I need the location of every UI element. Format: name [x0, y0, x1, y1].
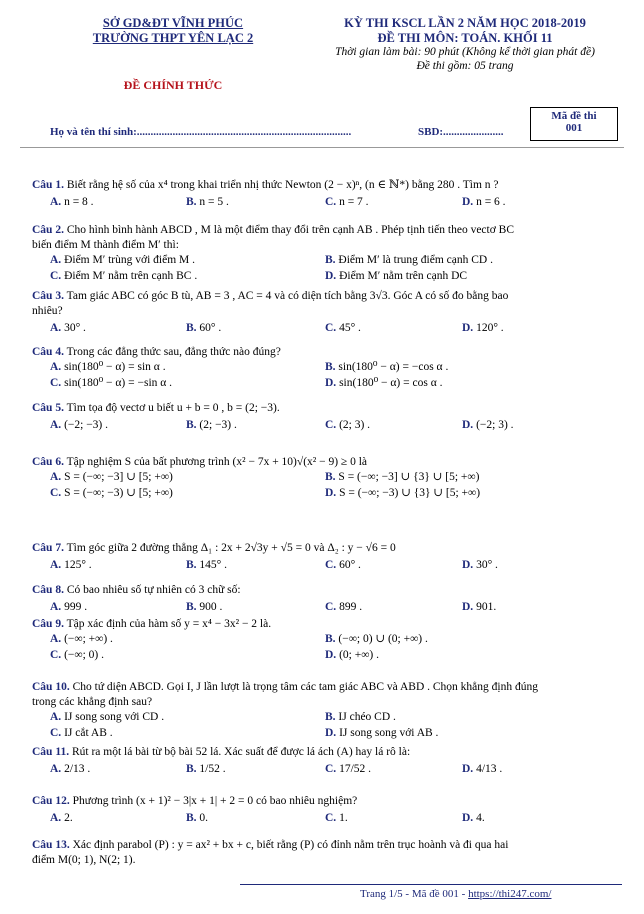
option-label: A. [50, 711, 62, 723]
option-d[interactable] [325, 376, 442, 390]
option-label: B. [325, 254, 336, 266]
question-label: Câu 8. [32, 584, 64, 596]
question-text-continued: trong các khẳng định sau? [32, 696, 153, 708]
option-b[interactable] [325, 710, 396, 724]
option-a[interactable] [50, 811, 73, 825]
option-text: 2/13 . [64, 763, 91, 775]
option-b[interactable] [186, 418, 237, 432]
option-text: 901. [476, 601, 497, 613]
option-a[interactable] [50, 321, 86, 335]
option-text: sin(180⁰ − α) = sin α . [64, 361, 166, 373]
option-text: (−2; −3) . [64, 419, 109, 431]
option-b[interactable] [186, 811, 208, 825]
question-2 [32, 223, 626, 237]
option-b[interactable] [325, 360, 448, 374]
option-text: 1. [339, 812, 348, 824]
option-label: A. [50, 559, 62, 571]
option-text: n = 7 . [339, 196, 369, 208]
option-text: 60° . [339, 559, 361, 571]
option-text: 4/13 . [476, 763, 503, 775]
option-d[interactable] [462, 762, 502, 776]
option-label: C. [50, 377, 62, 389]
option-text: Điểm M′ trùng với điểm M . [64, 254, 195, 266]
option-label: B. [186, 419, 197, 431]
option-text: 30° . [476, 559, 498, 571]
option-d[interactable] [462, 811, 485, 825]
option-label: A. [50, 471, 62, 483]
question-text: Trong các đẳng thức sau, đẳng thức nào đúng? [66, 346, 281, 358]
option-c[interactable] [50, 486, 173, 500]
option-c[interactable] [50, 269, 197, 283]
option-label: D. [462, 322, 474, 334]
option-text: sin(180⁰ − α) = −sin α . [64, 377, 173, 389]
option-text: 60° . [199, 322, 222, 334]
option-label: A. [50, 812, 62, 824]
option-label: A. [50, 361, 62, 373]
option-label: C. [50, 487, 62, 499]
option-label: B. [325, 471, 336, 483]
option-label: D. [325, 377, 337, 389]
option-label: C. [325, 322, 337, 334]
option-a[interactable] [50, 195, 94, 209]
question-3 [32, 289, 626, 303]
option-text: (−∞; +∞) . [64, 633, 113, 645]
exam-pages: Đề thi gồm: 05 trang [416, 60, 514, 72]
exam-code-value: 001 [565, 122, 583, 134]
option-label: C. [325, 559, 337, 571]
exam-duration: Thời gian làm bài: 90 phút (Không kể thời gian phát đề) [335, 46, 595, 58]
exam-title: KỲ THI KSCL LẦN 2 NĂM HỌC 2018-2019 [344, 16, 586, 30]
option-label: A. [50, 633, 62, 645]
option-text: IJ song song với AB . [339, 727, 439, 739]
option-a[interactable] [50, 558, 92, 572]
option-b[interactable] [186, 600, 222, 614]
official-exam-label: ĐỀ CHÍNH THỨC [123, 78, 223, 92]
option-text: (0; +∞) . [339, 649, 379, 661]
question-text: Cho tứ diện ABCD. Gọi I, J lần lượt là trọng tâm các tam giác ABC và ABD . Chọn khẳng định đúng [72, 681, 538, 693]
option-text: IJ cắt AB . [64, 727, 113, 739]
option-text: (2; 3) . [339, 419, 371, 431]
option-c[interactable] [325, 762, 371, 776]
question-10 [32, 680, 626, 694]
question-text: Tìm tọa độ vectơ u biết u + b = 0 , b = (2; −3). [66, 402, 280, 414]
question-text-continued: điểm M(0; 1), N(2; 1). [32, 854, 136, 866]
question-text: Tìm góc giữa 2 đường thẳng Δ₁ : 2x + 2√3y + √5 = 0 và Δ₂ : y − √6 = 0 [66, 542, 396, 554]
option-text: 999 . [64, 601, 88, 613]
option-c[interactable] [50, 648, 104, 662]
option-a[interactable] [50, 418, 108, 432]
question-label: Câu 4. [32, 346, 64, 358]
option-label: B. [186, 196, 197, 208]
option-label: A. [50, 763, 62, 775]
option-text: 125° . [64, 559, 92, 571]
option-label: B. [186, 812, 197, 824]
option-d[interactable] [462, 195, 506, 209]
question-label: Câu 3. [32, 290, 64, 302]
option-text: Điểm M′ là trung điểm cạnh CD . [338, 254, 493, 266]
option-text: sin(180⁰ − α) = −cos α . [338, 361, 449, 373]
option-text: 4. [476, 812, 485, 824]
option-label: B. [325, 361, 336, 373]
question-4 [32, 345, 626, 359]
option-d[interactable] [325, 726, 438, 740]
option-label: A. [50, 254, 62, 266]
option-c[interactable] [325, 418, 370, 432]
option-text: sin(180⁰ − α) = cos α . [339, 377, 443, 389]
question-label: Câu 9. [32, 618, 64, 630]
option-label: C. [325, 763, 337, 775]
option-a[interactable] [50, 632, 113, 646]
option-d[interactable] [462, 558, 498, 572]
footer-link[interactable]: https://thi247.com/ [468, 888, 552, 900]
option-b[interactable] [186, 558, 227, 572]
option-text: Điểm M′ nằm trên cạnh DC [339, 270, 468, 282]
option-text: (−∞; 0) . [64, 649, 104, 661]
question-text: Biết rằng hệ số của x⁴ trong khai triển nhị thức Newton (2 − x)ⁿ, (n ∈ ℕ*) bằng 280 . Tìm n ? [66, 179, 499, 191]
option-label: C. [50, 649, 62, 661]
option-text: 30° . [64, 322, 86, 334]
question-text: Phương trình (x + 1)² − 3|x + 1| + 2 = 0 có bao nhiêu nghiệm? [72, 795, 358, 807]
option-b[interactable] [186, 762, 226, 776]
option-d[interactable] [462, 600, 496, 614]
page-footer [360, 888, 551, 900]
option-b[interactable] [325, 632, 428, 646]
option-label: D. [325, 487, 337, 499]
option-d[interactable] [462, 321, 504, 335]
option-label: A. [50, 322, 62, 334]
question-text: Cho hình bình hành ABCD , M là một điểm thay đổi trên cạnh AB . Phép tịnh tiến theo vectơ BC [66, 224, 515, 236]
option-d[interactable] [325, 486, 480, 500]
question-text-continued: nhiêu? [32, 305, 63, 317]
question-label: Câu 10. [32, 681, 70, 693]
option-text: 900 . [199, 601, 223, 613]
option-label: D. [462, 559, 474, 571]
option-label: B. [186, 322, 197, 334]
student-name-field: Họ và tên thí sinh:.............................................................................. [50, 126, 352, 138]
option-label: C. [325, 196, 337, 208]
question-label: Câu 7. [32, 542, 64, 554]
question-text: Tập nghiệm S của bất phương trình (x² − 7x + 10)√(x² − 9) ≥ 0 là [66, 456, 368, 468]
option-label: B. [186, 601, 197, 613]
option-text: 145° . [199, 559, 228, 571]
option-label: D. [325, 270, 337, 282]
option-text: 0. [199, 812, 209, 824]
exam-subject: ĐỀ THI MÔN: TOÁN. KHỐI 11 [377, 31, 553, 45]
question-label: Câu 11. [32, 746, 70, 758]
question-label: Câu 6. [32, 456, 64, 468]
option-label: C. [50, 727, 62, 739]
option-a[interactable] [50, 253, 195, 267]
option-c[interactable] [325, 195, 369, 209]
option-label: D. [462, 812, 474, 824]
option-label: B. [325, 711, 336, 723]
option-text: S = (−∞; −3] ∪ {3} ∪ [5; +∞) [338, 471, 480, 483]
option-label: D. [325, 727, 337, 739]
option-label: D. [462, 419, 474, 431]
option-d[interactable] [462, 418, 514, 432]
option-text: IJ song song với CD . [64, 711, 165, 723]
question-12 [32, 794, 626, 808]
question-text: Tam giác ABC có góc B tù, AB = 3 , AC = 4 và có diện tích bằng 3√3. Góc A có số đo bằng bao [66, 290, 509, 302]
option-label: D. [462, 601, 474, 613]
option-text: n = 8 . [64, 196, 94, 208]
option-label: B. [186, 559, 197, 571]
exam-code-box [530, 107, 618, 141]
option-text: 45° . [339, 322, 361, 334]
option-b[interactable] [325, 470, 479, 484]
option-c[interactable] [325, 558, 361, 572]
question-5 [32, 401, 626, 415]
option-text: S = (−∞; −3) ∪ [5; +∞) [64, 487, 173, 499]
question-9 [32, 617, 626, 631]
option-label: B. [325, 633, 336, 645]
option-b[interactable] [325, 253, 493, 267]
option-text: 1/52 . [199, 763, 226, 775]
option-a[interactable] [50, 360, 166, 374]
option-label: C. [325, 601, 337, 613]
question-label: Câu 5. [32, 402, 64, 414]
option-text: (2; −3) . [199, 419, 237, 431]
option-label: C. [325, 812, 337, 824]
option-label: C. [50, 270, 62, 282]
option-a[interactable] [50, 762, 90, 776]
option-text: (−∞; 0) ∪ (0; +∞) . [338, 633, 428, 645]
option-c[interactable] [325, 811, 348, 825]
option-label: A. [50, 196, 62, 208]
option-text: 17/52 . [339, 763, 372, 775]
question-label: Câu 1. [32, 179, 64, 191]
option-label: A. [50, 601, 62, 613]
option-label: D. [462, 196, 474, 208]
option-text: S = (−∞; −3] ∪ [5; +∞) [64, 471, 173, 483]
option-text: (−2; 3) . [476, 419, 514, 431]
question-text: Tập xác định của hàm số y = x⁴ − 3x² − 2 là. [66, 618, 272, 630]
option-text: n = 6 . [476, 196, 506, 208]
question-text-continued: biến điểm M thành điểm M′ thì: [32, 239, 179, 251]
option-c[interactable] [325, 600, 362, 614]
option-label: A. [50, 419, 62, 431]
question-text: Có bao nhiêu số tự nhiên có 3 chữ số: [66, 584, 241, 596]
question-8 [32, 583, 626, 597]
option-label: C. [325, 419, 337, 431]
option-label: D. [325, 649, 337, 661]
option-text: 2. [64, 812, 73, 824]
question-text: Xác định parabol (P) : y = ax² + bx + c, biết rằng (P) có đỉnh nằm trên trục hoành và đi qua hai [72, 839, 509, 851]
question-text: Rút ra một lá bài từ bộ bài 52 lá. Xác suất để được lá ách (A) hay lá rô là: [71, 746, 411, 758]
option-label: D. [462, 763, 474, 775]
option-d[interactable] [325, 269, 467, 283]
question-11 [32, 745, 626, 759]
question-1 [32, 178, 626, 192]
option-text: S = (−∞; −3) ∪ {3} ∪ [5; +∞) [339, 487, 481, 499]
footer-rule [240, 884, 622, 885]
option-c[interactable] [50, 726, 113, 740]
header-divider [20, 147, 624, 148]
option-text: 899 . [339, 601, 363, 613]
department-name: SỞ GD&ĐT VĨNH PHÚC [102, 16, 244, 30]
option-text: Điểm M′ nằm trên cạnh BC . [64, 270, 198, 282]
option-text: IJ chéo CD . [338, 711, 396, 723]
sbd-field: SBD:...................... [418, 126, 504, 138]
option-a[interactable] [50, 710, 164, 724]
question-label: Câu 13. [32, 839, 70, 851]
question-6 [32, 455, 626, 469]
option-label: B. [186, 763, 197, 775]
exam-code-label: Mã đề thi [551, 110, 597, 122]
question-label: Câu 12. [32, 795, 70, 807]
option-c[interactable] [325, 321, 361, 335]
option-c[interactable] [50, 376, 172, 390]
option-text: 120° . [476, 322, 504, 334]
question-label: Câu 2. [32, 224, 64, 236]
question-13 [32, 838, 626, 852]
option-text: n = 5 . [199, 196, 229, 208]
footer-page-text: Trang 1/5 - Mã đề 001 - [360, 888, 469, 900]
option-a[interactable] [50, 470, 173, 484]
option-b[interactable] [186, 195, 229, 209]
option-a[interactable] [50, 600, 87, 614]
option-d[interactable] [325, 648, 379, 662]
question-7 [32, 541, 626, 555]
school-name: TRƯỜNG THPT YÊN LẠC 2 [92, 31, 254, 45]
option-b[interactable] [186, 321, 221, 335]
